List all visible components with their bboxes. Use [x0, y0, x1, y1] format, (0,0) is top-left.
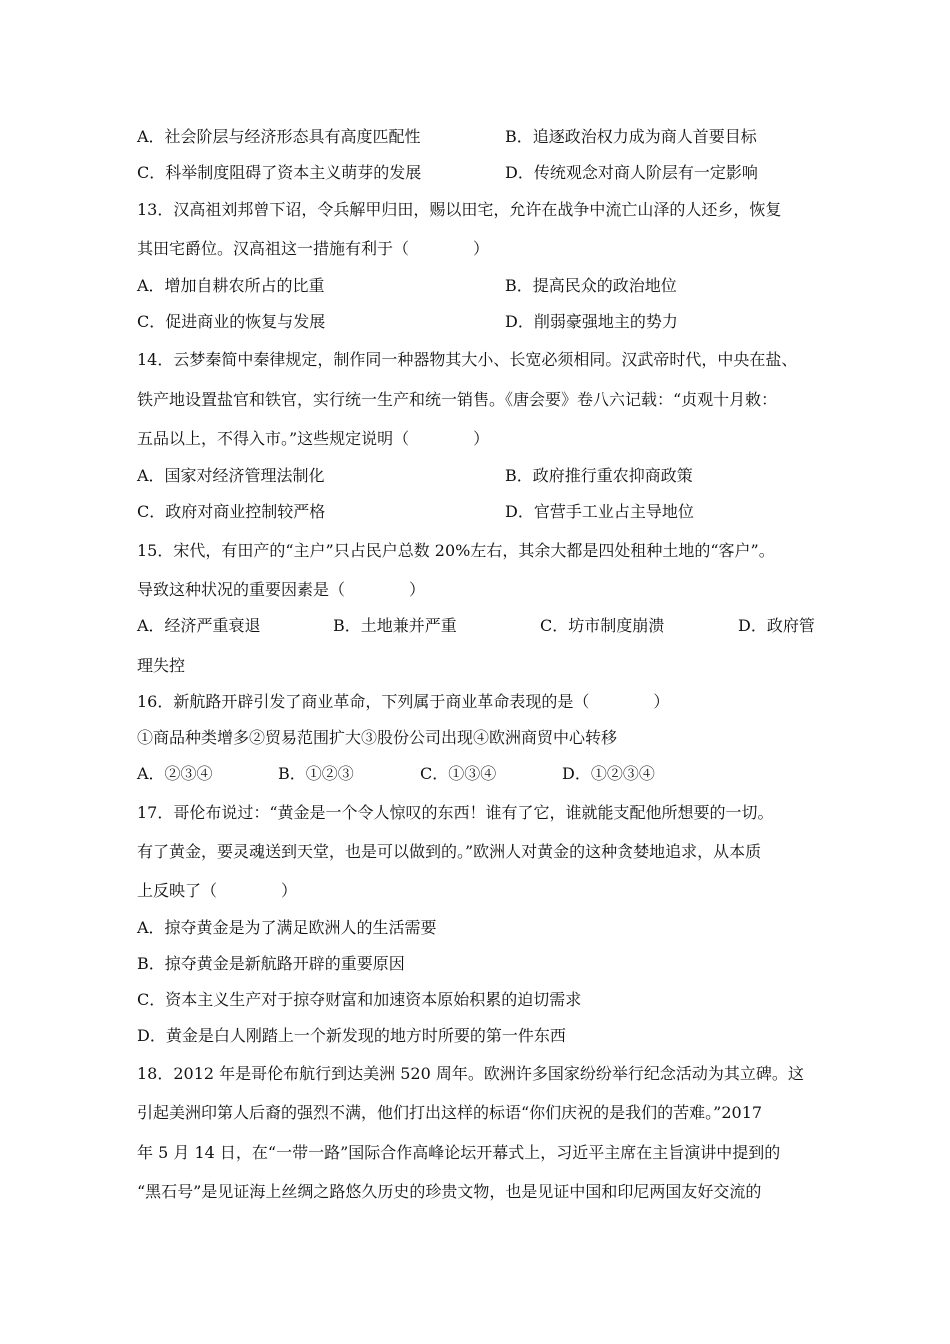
q15-option-c: C．坊市制度崩溃	[540, 616, 665, 635]
q13-option-b: B．提高民众的政治地位	[505, 276, 677, 295]
q15-option-a: A．经济严重衰退	[137, 616, 261, 635]
q18-stem-line-1: 18．2012 年是哥伦布航行到达美洲 520 周年。欧洲许多国家纷纷举行纪念活动为其立碑。这	[137, 1064, 804, 1083]
q13-option-a: A．增加自耕农所占的比重	[137, 276, 325, 295]
q17-stem-line-1: 17．哥伦布说过：“黄金是一个令人惊叹的东西！谁有了它，谁就能支配他所想要的一切。	[137, 803, 774, 822]
q13-stem-line-1: 13．汉高祖刘邦曾下诏，令兵解甲归田，赐以田宅，允许在战争中流亡山泽的人还乡，恢复	[137, 200, 782, 219]
q14-stem-line-3: 五品以上，不得入市。”这些规定说明（ ）	[137, 429, 490, 448]
q17-stem-line-3: 上反映了（ ）	[137, 881, 298, 900]
q14-option-c: C．政府对商业控制较严格	[137, 502, 326, 521]
q12-option-b: B．追逐政治权力成为商人首要目标	[505, 127, 757, 146]
q16-stem-line-1: 16．新航路开辟引发了商业革命，下列属于商业革命表现的是（ ）	[137, 692, 670, 711]
q12-option-d: D．传统观念对商人阶层有一定影响	[505, 163, 758, 182]
q15-option-d-continued: 理失控	[137, 656, 186, 675]
q13-stem-line-2: 其田宅爵位。汉高祖这一措施有利于（ ）	[137, 239, 490, 258]
q18-stem-line-3: 年 5 月 14 日，在“一带一路”国际合作高峰论坛开幕式上，习近平主席在主旨演讲中提到的	[137, 1143, 781, 1162]
q16-stem-line-2: ①商品种类增多②贸易范围扩大③股份公司出现④欧洲商贸中心转移	[137, 728, 618, 747]
q12-option-a: A．社会阶层与经济形态具有高度匹配性	[137, 127, 421, 146]
q15-stem-line-2: 导致这种状况的重要因素是（ ）	[137, 580, 426, 599]
q14-option-b: B．政府推行重农抑商政策	[505, 466, 693, 485]
q16-option-d: D．①②③④	[562, 764, 655, 783]
q14-stem-line-2: 铁产地设置盐官和铁官，实行统一生产和统一销售。《唐会要》卷八六记载：“贞观十月敕：	[137, 390, 778, 409]
q15-stem-line-1: 15．宋代，有田产的“主户”只占民户总数 20%左右，其余大都是四处租种土地的“客户”。	[137, 541, 775, 560]
q14-option-d: D．官营手工业占主导地位	[505, 502, 694, 521]
q13-option-c: C．促进商业的恢复与发展	[137, 312, 326, 331]
q16-option-b: B．①②③	[278, 764, 354, 783]
q14-stem-line-1: 14．云梦秦简中秦律规定，制作同一种器物其大小、长宽必须相同。汉武帝时代，中央在盐、	[137, 350, 798, 369]
q15-option-d: D．政府管	[738, 616, 815, 635]
q13-option-d: D．削弱豪强地主的势力	[505, 312, 678, 331]
q14-option-a: A．国家对经济管理法制化	[137, 466, 325, 485]
q16-option-a: A．②③④	[137, 764, 213, 783]
q15-option-b: B．土地兼并严重	[333, 616, 457, 635]
q17-option-c: C．资本主义生产对于掠夺财富和加速资本原始积累的迫切需求	[137, 990, 582, 1009]
q18-stem-line-2: 引起美洲印第人后裔的强烈不满，他们打出这样的标语“你们庆祝的是我们的苦难。”2017	[137, 1103, 763, 1122]
q16-option-c: C．①③④	[420, 764, 497, 783]
q12-option-c: C．科举制度阻碍了资本主义萌芽的发展	[137, 163, 422, 182]
q18-stem-line-4: “黑石号”是见证海上丝绸之路悠久历史的珍贵文物，也是见证中国和印尼两国友好交流的	[137, 1182, 762, 1201]
q17-option-d: D．黄金是白人刚踏上一个新发现的地方时所要的第一件东西	[137, 1026, 566, 1045]
q17-option-a: A．掠夺黄金是为了满足欧洲人的生活需要	[137, 918, 437, 937]
q17-option-b: B．掠夺黄金是新航路开辟的重要原因	[137, 954, 405, 973]
q17-stem-line-2: 有了黄金，要灵魂送到天堂，也是可以做到的。”欧洲人对黄金的这种贪婪地追求，从本质	[137, 842, 762, 861]
